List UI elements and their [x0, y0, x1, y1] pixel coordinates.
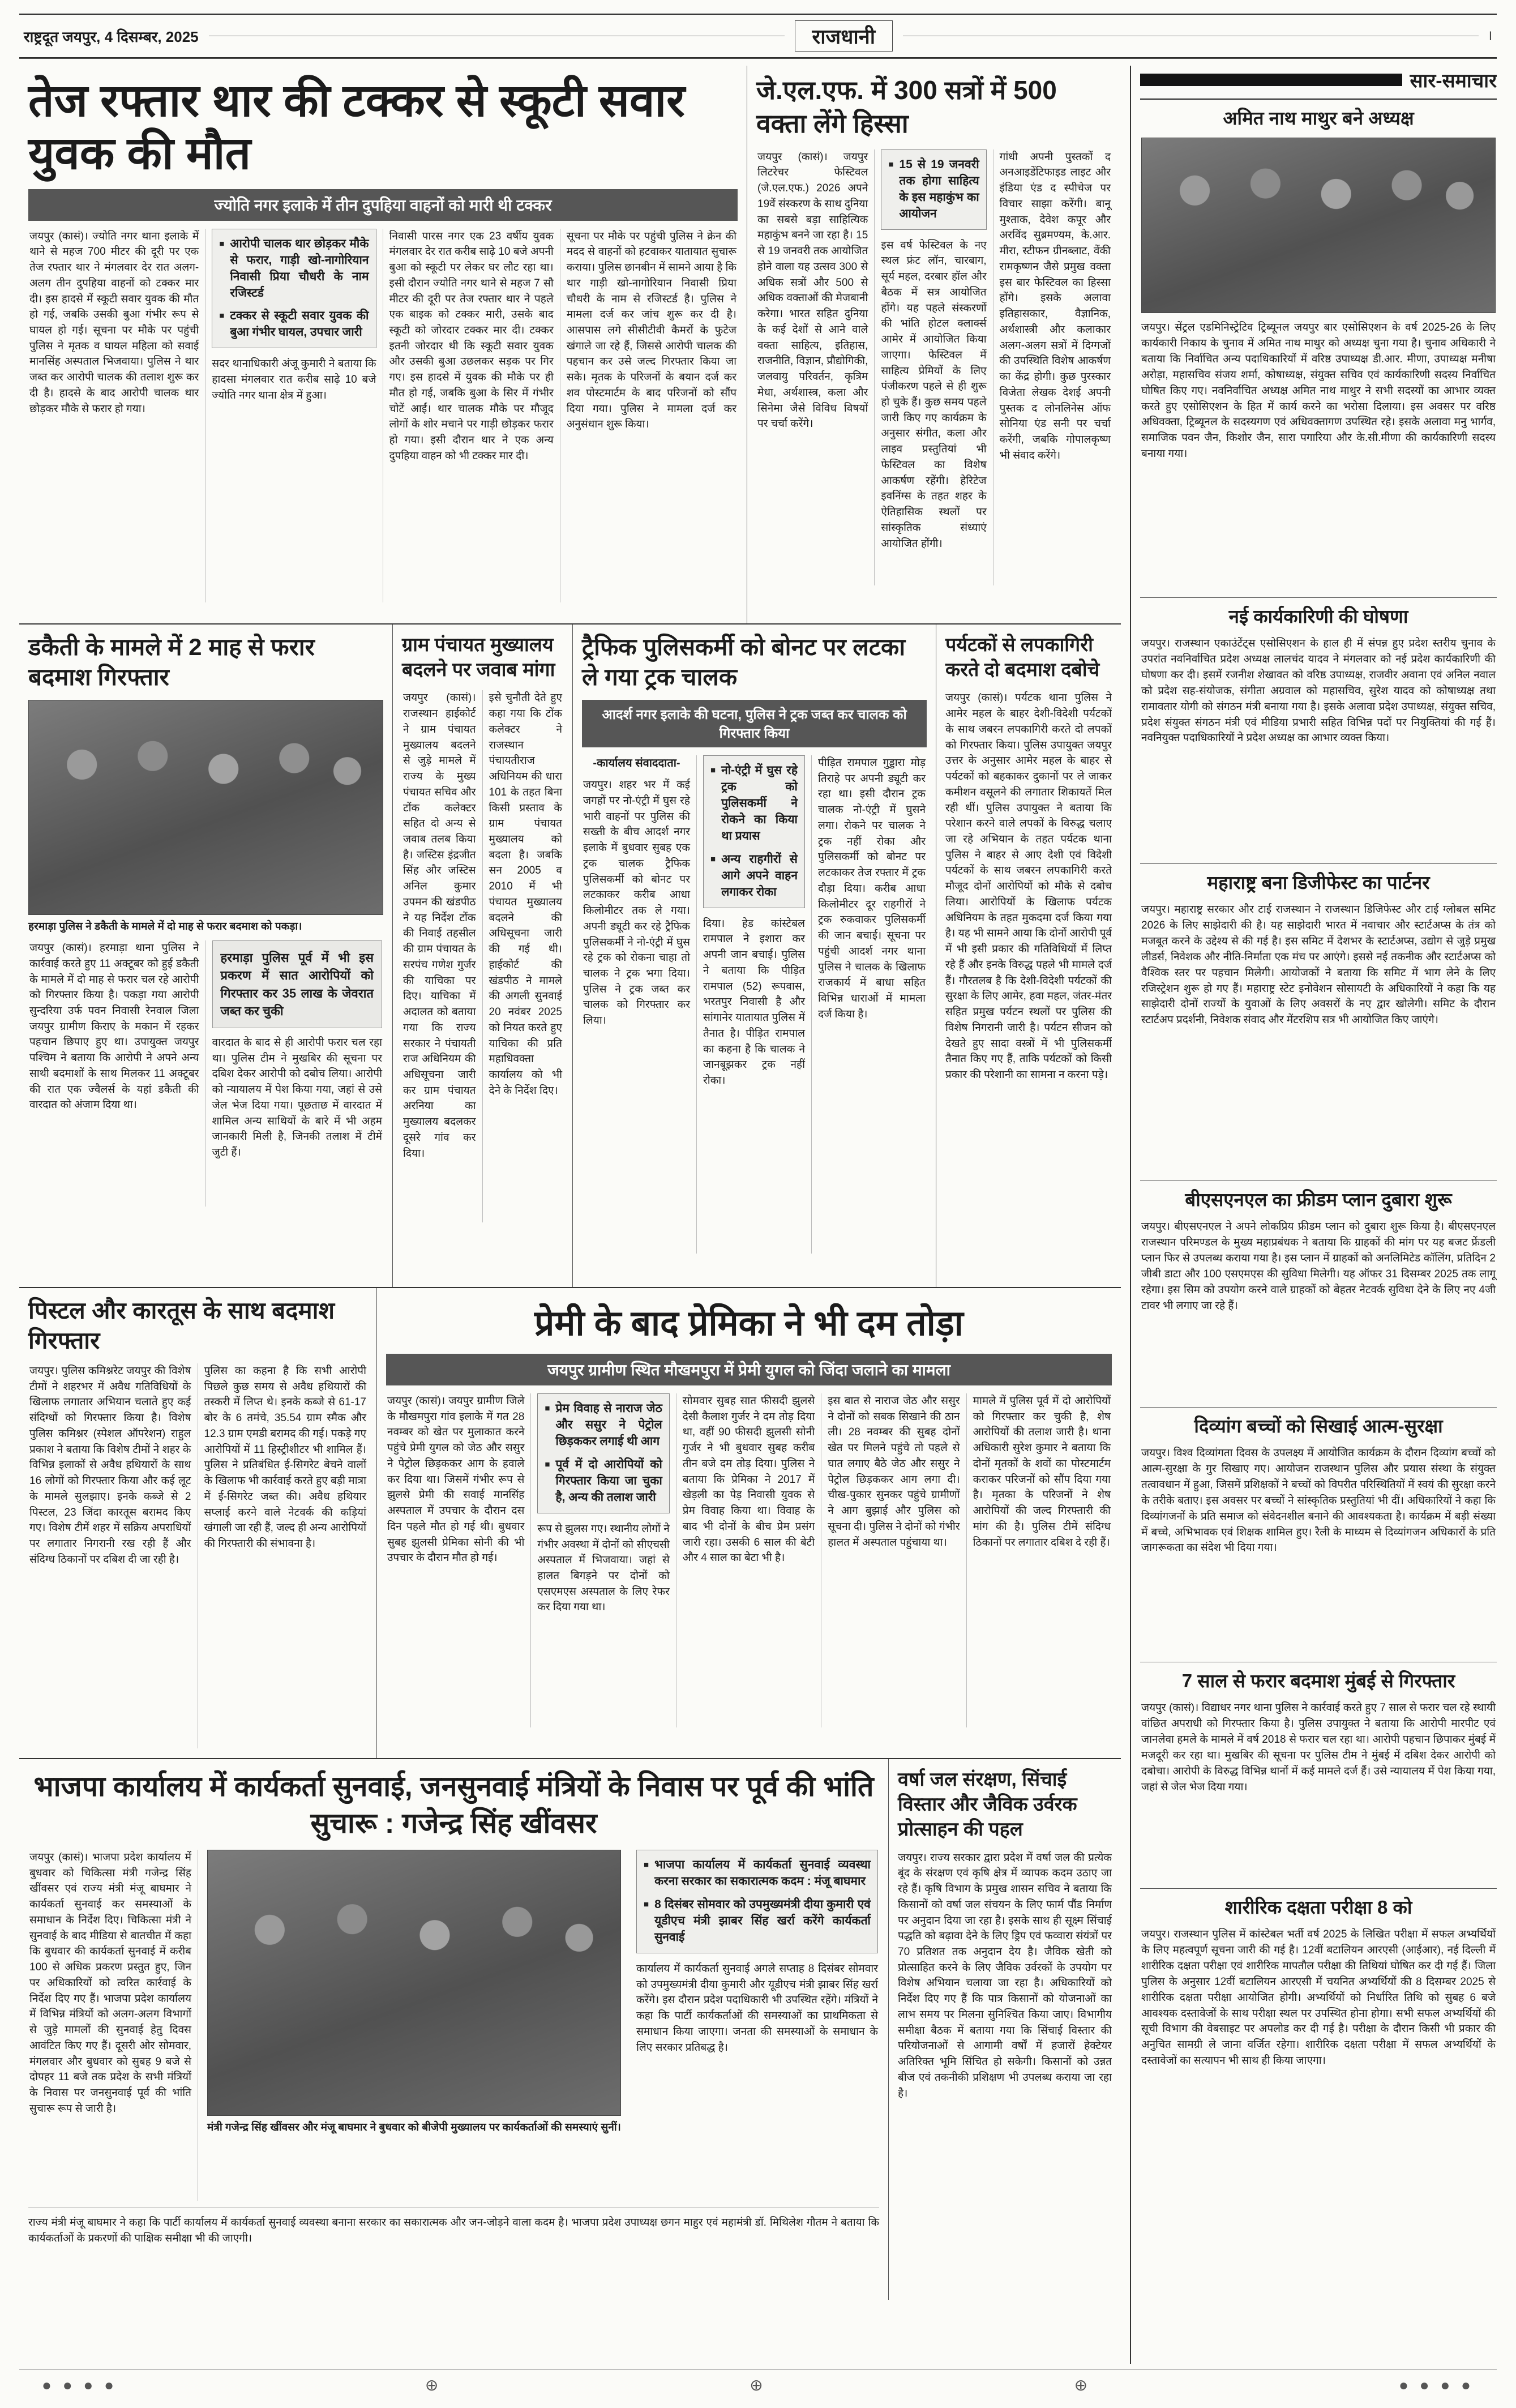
row-bottom — [19, 1759, 1121, 2300]
body-columns — [28, 1363, 367, 1748]
body-text: जयपुर। शहर भर में कई जगहों पर नो-एंट्री में घुस रहे भारी वाहनों पर पुलिस की सख्ती के बीच आदर्श नगर इलाके में बुधवार सुबह एक ट्रक चालक ट्रैफिक पुलिसकर्मी को बोनट पर लटकाकर करीब आधा किलोमीटर तक ले गया। अपनी ड्यूटी कर रहे ट्रैफिक पुलिसकर्मी ने नो-एंट्री में घुस रहे ट्रक को रोकना चाहा तो चालक ने ट्रक भगा दिया। पुलिस ने ट्रक जब्त कर चालक को गिरफ्तार कर लिया। — [583, 779, 690, 1027]
news-briefs-rail — [1130, 66, 1497, 2364]
bullet-square-icon: ■ — [644, 1899, 649, 1909]
body-column: सोमवार सुबह सात फीसदी झुलसे देसी कैलाश गुर्जर ने दम तोड़ दिया था, वहीं 90 फीसदी झुलसी सोनी गुर्जर ने भी बुधवार सुबह करीब तीन बजे दम तोड़ दिया। पुलिस ने बताया कि प्रेमिका ने 2017 में खेड़ली का पेड़ निवासी युवक से प्रेम विवाह किया था। विवाह के बाद भी दोनों के बीच प्रेम प्रसंग जारी रहा। उसकी 6 साल की बेटी और 4 साल का बेटा भी है। — [676, 1393, 821, 1727]
crop-mark-icon: ⊕ — [425, 2376, 442, 2394]
brief-bsnl-plan — [1140, 1181, 1497, 1408]
body-column: गांधी अपनी पुस्तकों द अनआइडेंटिफाइड लाइट और इंडिया एंड द स्पीचेज पर विचार साझा करेंगी। बानू मुश्ताक, देवेश कपूर और अरविंद सुब्रमण्यम, के.आर. मीरा, स्टीफन ग्रीनब्लाट, वेंकी रामकृष्णन जैसे प्रमुख वक्ता इस बार फेस्टिवल का हिस्सा होंगे। इसके अलावा इतिहासकार, वैज्ञानिक, अर्थशास्त्री और कलाकार अलग-अलग सत्रों में दिग्गजों की उपस्थिति विशेष आकर्षण का केंद्र होगी। कुछ पुरस्कार विजेता लेखक देशई अपनी पुस्तक द लोनलिनेस ऑफ सोनिया एंड सनी पर चर्चा करेंगी, जबकि गोपालकृष्ण भी संवाद करेंगे। — [999, 151, 1111, 461]
body-column — [531, 1393, 676, 1727]
headline: तेज रफ्तार थार की टक्कर से स्कूटी सवार युवक की मौत — [28, 75, 685, 178]
body-text-bottom: राज्य मंत्री मंजू बाघमार ने कहा कि पार्टी कार्यालय में कार्यकर्ता सुनवाई व्यवस्था बनाना सरकार का सकारात्मक और जन-जोड़ने वाला कदम है। भाजपा प्रदेश उपाध्यक्ष छगन माहुर एवं महामंत्री डॉ. मिथिलेश गौतम ने बताया कि कार्यकर्ताओं के प्रकरणों की पाक्षिक समीक्षा भी की जाएगी। — [28, 2208, 879, 2246]
body-columns — [402, 690, 563, 1222]
photo-bjp-meeting — [207, 1850, 621, 2116]
headline: वर्षा जल संरक्षण, सिंचाई विस्तार और जैविक उर्वरक प्रोत्साहन की पहल — [898, 1769, 1077, 1841]
body-text: जयपुर। विश्व दिव्यांगता दिवस के उपलक्ष्य में आयोजित कार्यक्रम के दौरान दिव्यांग बच्चों को आत्म-सुरक्षा के गुर सिखाए गए। आयोजन राजस्थान पुलिस और प्रयास संस्था के संयुक्त तत्वावधान में हुआ, जिसमें प्रशिक्षकों ने बच्चों को विपरीत परिस्थितियों में स्वयं की सुरक्षा करने के तरीके बताए। इस अवसर पर बच्चों ने सांस्कृतिक प्रस्तुतियां भी दीं। अधिकारियों ने कहा कि दिव्यांगजनों के प्रति समाज को संवेदनशील बनाने की आवश्यकता है। कार्यक्रम में बड़ी संख्या में बच्चे, अभिभावक एवं शिक्षक शामिल हुए। रैली के माध्यम से दिव्यांगजन अधिकारों के प्रति जागरूकता का संदेश भी दिया गया। — [1141, 1447, 1496, 1554]
headline: शारीरिक दक्षता परीक्षा 8 को — [1224, 1897, 1412, 1918]
edition-date: राष्ट्रदूत जयपुर, 4 दिसम्बर, 2025 — [24, 28, 199, 45]
body-column: जयपुर (कासं)। भाजपा प्रदेश कार्यालय में बुधवार को चिकित्सा मंत्री गजेन्द्र सिंह खींवसर एवं राज्य मंत्री मंजू बाघमार ने कार्यकर्ता सुनवाई कर समस्याओं के समाधान के निर्देश दिए। चिकित्सा मंत्री ने सुनवाई के बाद मीडिया से बातचीत में कहा कि बुधवार की कार्यकर्ता सुनवाई में करीब 100 से अधिक प्रकरण प्रस्तुत हुए, जिन पर अधिकारियों को त्वरित कार्रवाई के निर्देश दिए गए हैं। भाजपा प्रदेश कार्यालय में विभिन्न मंत्रियों को अलग-अलग विभागों से जुड़े मामलों की सुनवाई हेतु दिवस आवंटित किए गए हैं। दूसरी ओर सोमवार, मंगलवार और बुधवार को सुबह 9 बजे से दोपहर 11 बजे तक प्रदेश के सभी मंत्रियों के निवास पर जनसुनवाई पूर्व की भांति सुचारू रूप से जारी है। — [28, 1850, 198, 2201]
body-column: पीड़ित रामपाल गुड्डारा मोड़ तिराहे पर अपनी ड्यूटी कर रहा था। इसी दौरान ट्रक चालक नो-एंट्री में घुसने लगा। रोकने पर चालक ने ट्रक नहीं रोका और पुलिसकर्मी को बोनट पर लटकाकर तेज रफ्तार में ट्रक दौड़ा दिया। करीब आधा किलोमीटर दूर राहगीरों ने ट्रक रुकवाकर पुलिसकर्मी की जान बचाई। सूचना पर पहुंची आदर्श नगर थाना पुलिस ने चालक के खिलाफ राजकार्य में बाधा सहित विभिन्न धाराओं में मामला दर्ज किया है। — [818, 757, 926, 1020]
body-text: सदर थानाधिकारी अंजू कुमारी ने बताया कि हादसा मंगलवार रात करीब साढ़े 10 बजे ज्योति नगर थाना क्षेत्र में हुआ। — [212, 358, 376, 401]
crop-mark-icon: ⊕ — [1074, 2376, 1091, 2394]
body-column: सूचना पर मौके पर पहुंची पुलिस ने क्रेन की मदद से वाहनों को हटवाकर यातायात सुचारू कराया। पुलिस छानबीन में सामने आया है कि थार गाड़ी खो-नागोरियान निवासी प्रिया चौधरी के नाम से रजिस्टर्ड है। पुलिस ने मामला दर्ज कर जांच शुरू कर दी है। आसपास लगे सीसीटीवी कैमरों के फुटेज खंगाले जा रहे हैं, जिससे आरोपी चालक की पहचान कर उसे जल्द गिरफ्तार किया जा सके। मृतक के परिजनों के बयान दर्ज कर शव पोस्टमार्टम के बाद परिजनों को सौंप दिया गया। पुलिस ने मामला दर्ज कर अनुसंधान शुरू किया। — [566, 230, 736, 431]
body-columns — [386, 1393, 1112, 1727]
crop-mark-icon: ⊕ — [750, 2376, 766, 2394]
bullet-item — [545, 1401, 662, 1450]
brief-physical-test — [1140, 1889, 1497, 2364]
headline: प्रेमी के बाद प्रेमिका ने भी दम तोड़ा — [534, 1304, 963, 1343]
bullet-text: नो-एंट्री में घुस रहे ट्रक को पुलिसकर्मी ने रोकने का किया था प्रयास — [721, 764, 798, 842]
bullet-panel — [703, 755, 805, 908]
bullet-panel — [881, 149, 986, 230]
headline: अमित नाथ माथुर बने अध्यक्ष — [1223, 108, 1414, 129]
bullet-text: पूर्व में दो आरोपियों को गिरफ्तार किया जा चुका है, अन्य की तलाश जारी — [555, 1457, 662, 1504]
body-text: जयपुर। सेंट्रल एडमिनिस्ट्रेटिव ट्रिब्यूनल जयपुर बार एसोसिएशन के वर्ष 2025-26 के लिए कार्यकारी निकाय के चुनाव में अमित नाथ माथुर को अध्यक्ष चुना गया है। चुनाव अधिकारी ने बताया कि निर्वाचित अन्य पदाधिकारियों में वरिष्ठ उपाध्यक्ष डी.आर. मीणा, उपाध्यक्ष मनीषा अरोड़ा, महासचिव संजय शर्मा, कोषाध्यक्ष, संयुक्त सचिव एवं कार्यकारिणी सदस्य निर्वाचित घोषित किए गए। नवनिर्वाचित अध्यक्ष अमित नाथ माथुर ने सभी सदस्यों का आभार व्यक्त करते हुए एसोसिएशन के हित में कार्य करने का भरोसा दिलाया। इस अवसर पर वरिष्ठ अधिवक्ता, ट्रिब्यूनल के सदस्यगण एवं अधिवक्तागण उपस्थित रहे। इसके अलावा मनु भार्गव, समाजिक पवन जैन, किशोर जैन, सारा पगारिया और के.सी.मीणा की कार्यकारिणी सदस्य बनाया गया। — [1141, 321, 1496, 460]
body-columns — [582, 755, 927, 1254]
brief-digifest-partner — [1140, 864, 1497, 1181]
bullet-text: टक्कर से स्कूटी सवार युवक की बुआ गंभीर घायल, उपचार जारी — [230, 309, 369, 339]
photo-dacoity-accused — [28, 700, 383, 915]
article-water-conservation — [889, 1759, 1121, 2300]
body-column: इसे चुनौती देते हुए कहा गया कि टोंक कलेक्टर ने राजस्थान पंचायतीराज अधिनियम की धारा 101 के तहत बिना किसी प्रस्ताव के ग्राम पंचायत मुख्यालय को बदला है। जबकि सन 2005 व 2010 में भी पंचायत मुख्यालय बदलने की अधिसूचना जारी की गई थी। हाईकोर्ट की खंडपीठ ने मामले की अगली सुनवाई 20 नवंबर 2025 को नियत करते हुए याचिका की प्रति महाधिवक्ता कार्यालय को भी देने के निर्देश दिए। — [489, 692, 562, 1097]
body-text: जयपुर। राजस्थान पुलिस में कांस्टेबल भर्ती वर्ष 2025 के लिखित परीक्षा में सफल अभ्यर्थियों के लिए महत्वपूर्ण सूचना जारी की गई है। 12वीं बटालियन आरएसी (आईआर), नई दिल्ली में शारीरिक दक्षता परीक्षा एवं शारीरिक मापतौल परीक्षा की तिथियां घोषित कर दी गई हैं। जिला पुलिस के अनुसार 12वीं बटालियन आरएसी में चयनित अभ्यर्थियों की 8 दिसम्बर 2025 से शारीरिक दक्षता परीक्षा आयोजित होगी। अभ्यर्थियों को निर्धारित तिथि को सुबह 6 बजे आवश्यक दस्तावेजों के साथ परीक्षा स्थल पर उपस्थित होना होगा। सभी सफल अभ्यर्थियों की सूची विभाग की वेबसाइट पर अपलोड कर दी गई है। परीक्षा के दौरान किसी भी प्रकार की अनुचित सामग्री ले जाना वर्जित रहेगा। शारीरिक दक्षता परीक्षा में सफल अभ्यर्थियों के दस्तावेजों का सत्यापन भी साथ ही किया जाएगा। — [1141, 1928, 1496, 2067]
bullet-item — [888, 157, 979, 223]
bullet-text: भाजपा कार्यालय में कार्यकर्ता सुनवाई व्यवस्था करना सरकार का सकारात्मक कदम : मंजू बाघमार — [654, 1858, 871, 1888]
bullet-item — [644, 1857, 871, 1890]
photo-group — [1141, 138, 1496, 313]
bullet-text: आरोपी चालक थार छोड़कर मौके से फरार, गाड़ी खो-नागोरियान निवासी प्रिया चौधरी के नाम रजिस्टर्ड — [230, 237, 369, 300]
article-gram-panchayat — [393, 625, 573, 1287]
bullet-text: अन्य राहगीरों से आगे अपने वाहन लगाकर रोका — [721, 852, 798, 899]
headline: 7 साल से फरार बदमाश मुंबई से गिरफ्तार — [1181, 1670, 1455, 1691]
section-bar — [1140, 74, 1402, 86]
body-text: जयपुर (कासं)। पर्यटक थाना पुलिस ने आमेर महल के बाहर देशी-विदेशी पर्यटकों के साथ जबरन लपकागिरी करते दो लपकों को गिरफ्तार किया। पुलिस उपायुक्त जयपुर उत्तर के अनुसार आमेर महल के बाहर से पर्यटकों को बहकाकर दुकानों पर ले जाकर कमीशन वसूलने की लगातार शिकायतें मिल रही थीं। पुलिस उपायुक्त ने बताया कि परेशान करने वाले लपकों के विरुद्ध चलाए जा रहे अभियान के तहत पर्यटक थाना पुलिस ने बाहर से आए देशी एवं विदेशी पर्यटकों के साथ जबरन लपकागिरी करते मौजूद दोनों आरोपियों को मौके से दबोच लिया। आरोपियों के खिलाफ पर्यटक अधिनियम के तहत मुकदमा दर्ज किया गया है। यह भी सामने आया कि दोनों आरोपी पूर्व में भी इसी प्रकार की गतिविधियों में लिप्त रहे हैं और इनके विरुद्ध पहले भी मामले दर्ज हैं। गौरतलब है कि देशी-विदेशी पर्यटकों की सुरक्षा के लिए आमेर, हवा महल, जंतर-मंतर सहित प्रमुख पर्यटन स्थलों पर पुलिस की विशेष निगरानी जारी है। पर्यटन सीजन को देखते हुए सादा वस्त्रों में भी पुलिसकर्मी तैनात किए गए हैं, ताकि पर्यटकों को किसी प्रकार की परेशानी का सामना न करना पड़े। — [945, 692, 1112, 1081]
photo-block — [207, 1850, 621, 2201]
bullet-text: प्रेम विवाह से नाराज जेठ और ससुर ने पेट्रोल छिड़ककर लगाई थी आग — [555, 1402, 662, 1448]
body-columns — [28, 940, 383, 1207]
body-column: निवासी पारस नगर एक 23 वर्षीय युवक मंगलवार देर रात करीब साढ़े 10 बजे अपनी बुआ को स्कूटी पर लेकर घर लौट रहा था। इसी दौरान ज्योति नगर थाने से महज 7 सौ मीटर की दूरी पर तेज रफ्तार थार ने पहले एक बाइक को टक्कर मारी, उसके बाद स्कूटी को जोरदार टक्कर मार दी। टक्कर इतनी जोरदार थी कि स्कूटी सवार युवक और उसकी बुआ उछलकर सड़क पर गिर गए। इस हादसे में युवक की मौके पर ही मौत हो गई, जबकि बुआ के सिर में गंभीर चोटें आईं। थार चालक मौके पर मौजूद लोगों के शोर मचाने पर गाड़ी छोड़कर फरार हो गया। इसी दौरान थार ने एक अन्य दुपहिया वाहन को भी टक्कर मार दी। — [383, 229, 560, 602]
body-column: जयपुर (कासं)। राजस्थान हाईकोर्ट ने ग्राम पंचायत मुख्यालय बदलने से जुड़े मामले में राज्य के मुख्य पंचायत सचिव और टोंक कलेक्टर सहित दो अन्य से जवाब तलब किया है। जस्टिस इंद्रजीत सिंह और जस्टिस अनिल कुमार उपमन की खंडपीठ ने यह निर्देश टोंक की निवाई तहसील की ग्राम पंचायत के सरपंच गणेश गुर्जर की याचिका पर दिए। याचिका में अदालत को बताया गया कि राज्य सरकार ने पंचायती राज अधिनियम की अधिसूचना जारी कर ग्राम पंचायत अरनिया का मुख्यालय बदलकर दूसरे गांव कर दिया। — [402, 690, 483, 1222]
body-column: पुलिस का कहना है कि सभी आरोपी पिछले कुछ समय से अवैध हथियारों की तस्करी में लिप्त थे। इनके कब्जे से 61-17 बोर के 6 तमंचे, 35.54 ग्राम स्मैक और 12.3 ग्राम एमडी बरामद की गई। पकड़े गए आरोपियों में 11 हिस्ट्रीशीटर भी शामिल हैं। पुलिस ने प्रतिबंधित ई-सिगरेट बेचने वालों के खिलाफ भी कार्रवाई करते हुए बड़ी मात्रा में ई-सिगरेट जब्त की। अवैध हथियार सप्लाई करने वाले नेटवर्क की कड़ियां खंगाली जा रही हैं, जल्द ही अन्य आरोपियों की गिरफ्तारी की संभावना है। — [204, 1365, 366, 1550]
body-column: जयपुर (कासं)। हरमाड़ा थाना पुलिस ने कार्रवाई करते हुए 11 अक्टूबर को हुई डकैती के मामले में दो माह से फरार चल रहे आरोपी को गिरफ्तार किया है। पकड़ा गया आरोपी सुन्दरिया उर्फ पवन निवासी रेनवाल जिला जयपुर ग्रामीण किराए के मकान में रहकर पहचान छिपाए हुए था। उपायुक्त जयपुर पश्चिम ने बताया कि आरोपी ने अपने अन्य साथी बदमाशों के साथ मिलकर 11 अक्टूबर की रात एक ज्वैलर्स के यहां डकैती की वारदात को अंजाम दिया था। — [28, 940, 206, 1207]
article-pistol-arrest — [19, 1288, 377, 1758]
body-column — [875, 149, 993, 585]
bullet-square-icon: ■ — [219, 311, 225, 321]
highlight-box: हरमाड़ा पुलिस पूर्व में भी इस प्रकरण में सात आरोपियों को गिरफ्तार कर 35 लाख के जेवरात जब्त कर चुकी — [212, 940, 383, 1028]
body-column — [206, 940, 384, 1207]
body-column — [582, 755, 697, 1254]
body-text: दिया। हेड कांस्टेबल रामपाल ने इशारा कर अपनी जान बचाई। पुलिस ने बताया कि पीड़ित रामपाल (52) रूपवास, भरतपुर निवासी है और सांगानेर यातायात पुलिस में तैनात है। पीड़ित रामपाल का कहना है कि चालक ने जानबूझकर ट्रक नहीं रोका। — [703, 917, 805, 1087]
body-column: जयपुर (कासं)। जयपुर ग्रामीण जिले के मौखमपुरा गांव इलाके में गत 28 नवम्बर को खेत पर मुलाकात करने पहुंचे प्रेमी युगल को जेठ और ससुर ने पेट्रोल छिड़ककर आग के हवाले कर दिया था। जिसमें गंभीर रूप से झुलसे प्रेमी की सवाई मानसिंह अस्पताल में उपचार के दौरान दस दिन पहले मौत हो गई थी। बुधवार सुबह झुलसी प्रेमिका सोनी की भी उपचार के दौरान मौत हो गई। — [386, 1393, 531, 1727]
brief-mumbai-arrest — [1140, 1662, 1497, 1889]
bullet-panel — [537, 1393, 669, 1513]
page-marker: I — [1488, 28, 1493, 43]
photo-caption: हरमाड़ा पुलिस ने डकैती के मामले में दो माह से फरार बदमाश को पकड़ा। — [28, 921, 302, 933]
body-columns — [28, 229, 738, 602]
body-text: इस वर्ष फेस्टिवल के नए स्थल फ्रंट लॉन, चारबाग, सूर्य महल, दरबार हॉल और बैठक में सत्र आयोजित होंगे। यह पहले संस्करणों की भांति होटल क्लार्क्स आमेर में आयोजित किया जाएगा। फेस्टिवल में साहित्य प्रेमियों के लिए पंजीकरण पहले से ही शुरू हो चुके हैं। कुछ समय पहले जारी किए गए कार्यक्रम के अनुसार संगीत, कला और लाइव प्रस्तुतियां भी फेस्टिवल का विशेष आकर्षण रहेंगी। हेरिटेज इवनिंग्स के तहत शहर के ऐतिहासिक स्थलों पर सांस्कृतिक संध्याएं आयोजित होंगी। — [881, 239, 987, 550]
row-third — [19, 1288, 1121, 1759]
byline: -कार्यालय संवाददाता- — [593, 757, 680, 769]
body-columns — [756, 149, 1112, 585]
row-second — [19, 625, 1121, 1288]
masthead — [19, 14, 1497, 59]
subhead-bar: जयपुर ग्रामीण स्थित मौखमपुरा में प्रेमी युगल को जिंदा जलाने का मामला — [386, 1354, 1112, 1385]
bullet-panel — [636, 1850, 878, 1953]
body-column: जयपुर (कासं)। ज्योति नगर थाना इलाके में थाने से महज 700 मीटर की दूरी पर एक तेज रफ्तार थार ने मंगलवार देर रात अलग-अलग तीन दुपहिया वाहनों को टक्कर मार दी। इस हादसे में स्कूटी सवार युवक की मौत हो गई, जबकि उसकी बुआ गंभीर रूप से घायल हो गई। सूचना पर मौके पर पहुंची पुलिस ने मृतक व घायल महिला को सवाई मानसिंह अस्पताल भिजवाया। पुलिस ने थार जब्त कर आरोपी चालक की तलाश शुरू कर दी है। हादसे के बाद आरोपी चालक थार छोड़कर मौके से फरार हो गया। — [28, 229, 205, 602]
body-column — [697, 755, 812, 1254]
brief-divyang-training — [1140, 1408, 1497, 1662]
rail-section-header — [1140, 66, 1497, 100]
bullet-square-icon: ■ — [888, 159, 894, 169]
subhead-bar: ज्योति नगर इलाके में तीन दुपहिया वाहनों को मारी थी टक्कर — [28, 189, 738, 221]
bullet-square-icon: ■ — [710, 854, 716, 864]
body-column: मामले में पुलिस पूर्व में दो आरोपियों को गिरफ्तार कर चुकी है, शेष आरोपियों की तलाश जारी है। थाना अधिकारी सुरेश कुमार ने बताया कि दोनों मृतकों के शवों का पोस्टमार्टम कराकर परिजनों को सौंप दिया गया है। मृतका के परिजनों ने शेष आरोपियों की जल्द गिरफ्तारी की मांग की है। पुलिस टीमें संदिग्ध ठिकानों पर लगातार दबिश दे रही हैं। — [973, 1395, 1111, 1549]
headline: भाजपा कार्यालय में कार्यकर्ता सुनवाई, जनसुनवाई मंत्रियों के निवास पर पूर्व की भांति सुचारू : गजेन्द्र सिंह खींवसर — [33, 1770, 874, 1839]
subhead-bar: आदर्श नगर इलाके की घटना, पुलिस ने ट्रक जब्त कर चालक को गिरफ्तार किया — [582, 700, 927, 747]
headline: ट्रैफिक पुलिसकर्मी को बोनट पर लटका ले गया ट्रक चालक — [582, 634, 906, 690]
brief-new-committee — [1140, 598, 1497, 864]
article-lovers-death — [377, 1288, 1121, 1758]
headline: महाराष्ट्र बना डिजीफेस्ट का पार्टनर — [1207, 872, 1430, 893]
body-text: वारदात के बाद से ही आरोपी फरार चल रहा था। पुलिस टीम ने मुखबिर की सूचना पर दबिश देकर आरोपी को दबोच लिया। आरोपी को न्यायालय में पेश किया गया, जहां से उसे जेल भेज दिया गया। पूछताछ में वारदात में शामिल अन्य साथियों के बारे में भी अहम जानकारी मिली है, जिनकी तलाश में टीमें जुटी हैं। — [212, 1037, 382, 1159]
bullet-item — [644, 1897, 871, 1946]
registration-dots-icon: ● ● ● ● — [1398, 2376, 1474, 2394]
section-title: सार-समाचार — [1410, 70, 1497, 92]
page-body — [19, 66, 1497, 2364]
body-column — [630, 1850, 879, 2201]
body-column: जयपुर। पुलिस कमिश्नरेट जयपुर की विशेष टीमों ने शहरभर में अवैध गतिविधियों के खिलाफ लगातार अभियान चलाते हुए कई संदिग्धों को गिरफ्तार किया है। विशेष पुलिस कमिश्नर (स्पेशल ऑपरेशन) राहुल प्रकाश ने बताया कि विशेष टीमों ने शहर के विभिन्न इलाकों से अवैध हथियारों के साथ 16 लोगों को गिरफ्तार किया और कई लूट के मामले सुलझाए। इनके कब्जे से 2 पिस्टल, 23 जिंदा कारतूस बरामद किए गए। विशेष टीमें शहर में सक्रिय अपराधियों पर लगातार निगरानी रख रही हैं और संदिग्ध ठिकानों पर दबिश दी जा रही है। — [28, 1363, 198, 1748]
bullet-square-icon: ■ — [219, 238, 225, 249]
article-bjp-hearing — [19, 1759, 889, 2300]
headline: ग्राम पंचायत मुख्यालय बदलने पर जवाब मांगा — [402, 634, 555, 681]
body-text: जयपुर। महाराष्ट्र सरकार और टाई राजस्थान ने राजस्थान डिजिफेस्ट और टाई ग्लोबल समिट 2026 के लिए साझेदारी की है। यह साझेदारी भारत में नवाचार और स्टार्टअप्स के तंत्र को मजबूत करने के उद्देश्य से की गई है। इस समिट में देशभर के स्टार्टअप्स, उद्योग से जुड़े प्रमुख लीडर्स, निवेशक और नीति-निर्माता एक मंच पर आएंगे। इससे नई तकनीक और स्टार्टअप्स को वैश्विक स्तर पर पहचान मिलेगी। आयोजकों ने बताया कि समिट में भाग लेने के लिए रजिस्ट्रेशन शुरू हो गए हैं। महाराष्ट्र स्टेट इनोवेशन सोसायटी के अधिकारियों ने कहा कि यह साझेदारी दोनों राज्यों के युवाओं के लिए अवसरों के नए द्वार खोलेगी। समिट के दौरान स्टार्टअप प्रदर्शनी, निवेशक संवाद और मेंटरशिप सत्र भी आयोजित किए जाएंगे। — [1141, 903, 1496, 1026]
article-dacoity-arrest — [19, 625, 393, 1287]
body-column: इस बात से नाराज जेठ और ससुर ने दोनों को सबक सिखाने की ठान ली। 28 नवम्बर की सुबह दोनों खेत पर मिलने पहुंचे तो पहले से घात लगाए बैठे जेठ और ससुर ने पेट्रोल छिड़ककर आग लगा दी। चीख-पुकार सुनकर पहुंचे ग्रामीणों ने आग बुझाई और पुलिस को सूचना दी। पुलिस ने दोनों को गंभीर हालत में अस्पताल पहुंचाया था। — [821, 1393, 966, 1727]
headline: डकैती के मामले में 2 माह से फरार बदमाश गिरफ्तार — [28, 634, 315, 690]
bullet-item — [219, 308, 369, 341]
bullet-square-icon: ■ — [545, 1404, 550, 1413]
body-text: जयपुर। राज्य सरकार द्वारा प्रदेश में वर्षा जल की प्रत्येक बूंद के संरक्षण एवं कृषि क्षेत्र में व्यापक कदम उठाए जा रहे हैं। कृषि विभाग के प्रमुख शासन सचिव ने बताया कि किसानों को वर्षा जल संचयन के लिए फार्म पौंड निर्माण पर अनुदान दिया जा रहा है। इसके साथ ही सूक्ष्म सिंचाई पद्धति को बढ़ावा देने के लिए ड्रिप एवं फव्वारा संयंत्रों पर 70 प्रतिशत तक अनुदान देय है। जैविक खेती को प्रोत्साहित करने के लिए जैविक उर्वरकों के उपयोग पर विशेष अभियान चलाया जा रहा है। अधिकारियों को निर्देश दिए गए हैं कि पात्र किसानों को योजनाओं का लाभ समय पर मिलना सुनिश्चित किया जाए। विभागीय समीक्षा बैठक में बताया गया कि सिंचाई विस्तार की परियोजनाओं से आगामी वर्षों में हजारों हेक्टेयर अतिरिक्त भूमि सिंचित हो सकेगी। किसानों को उन्नत बीज एवं तकनीकी प्रशिक्षण भी उपलब्ध कराया जा रहा है। — [898, 1851, 1112, 2099]
article-tourist-touts — [936, 625, 1121, 1287]
headline: नई कार्यकारिणी की घोषणा — [1228, 606, 1408, 627]
bullet-text: 15 से 19 जनवरी तक होगा साहित्य के इस महाकुंभ का आयोजन — [899, 157, 979, 220]
headline: दिव्यांग बच्चों को सिखाई आत्म-सुरक्षा — [1194, 1415, 1443, 1436]
body-column — [205, 229, 383, 602]
bullet-text: 8 दिसंबर सोमवार को उपमुख्यमंत्री दीया कुमारी एवं यूडीएच मंत्री झाबर सिंह खर्रा करेंगे कार्यकर्ता सुनवाई — [654, 1897, 871, 1944]
print-marks-row — [19, 2369, 1497, 2394]
headline: पर्यटकों से लपकागिरी करते दो बदमाश दबोचे — [945, 634, 1100, 681]
bullet-item — [710, 763, 798, 845]
article-traffic-constable — [573, 625, 936, 1287]
brief-amit-mathur — [1140, 100, 1497, 598]
headline: पिस्टल और कारतूस के साथ बदमाश गिरफ्तार — [28, 1297, 335, 1354]
main-content — [19, 66, 1121, 2364]
body-text: जयपुर। राजस्थान एकाउंटेंट्स एसोसिएशन के हाल ही में संपन्न हुए प्रदेश स्तरीय चुनाव के उपरांत नवनिर्वाचित प्रदेश अध्यक्ष लालचंद यादव ने मंगलवार को नई प्रदेश कार्यकारिणी की घोषणा कर दी। इसमें रजनीश शेखावत को वरिष्ठ उपाध्यक्ष, राजवीर अवाना एवं अनिल नवाल को प्रदेश सह-संयोजक, संगीता अग्रवाल को महासचिव, सुरेश यादव को कोषाध्यक्ष तथा रामावतार योगी को संगठन मंत्री बनाया गया है। इसके अलावा प्रदेश उपाध्यक्ष, संयुक्त सचिव, प्रदेश संयुक्त संगठन मंत्री एवं मीडिया प्रभारी सहित विभिन्न पदों पर नियुक्तियां की गई हैं। नवनियुक्त पदाधिकारियों ने प्रदेश अध्यक्ष का आभार व्यक्त किया। — [1141, 637, 1496, 745]
bullet-item — [219, 236, 369, 302]
bullet-square-icon: ■ — [545, 1459, 550, 1469]
bullet-item — [545, 1457, 662, 1506]
page-title: राजधानी — [795, 20, 893, 52]
body-text: जयपुर (कासं)। विद्याधर नगर थाना पुलिस ने कार्रवाई करते हुए 7 साल से फरार चल रहे स्थायी वांछित अपराधी को गिरफ्तार किया है। पुलिस उपायुक्त ने बताया कि आरोपी मारपीट एवं जानलेवा हमले के मामले में वर्ष 2018 से फरार चल रहा था। आरोपी पहचान छिपाकर मुंबई में मजदूरी कर रहा था। मुखबिर की सूचना पर पुलिस टीम ने मुंबई में दबिश देकर आरोपी को दबोचा। आरोपी के विरुद्ध विभिन्न थानों में कई मामले दर्ज हैं। उसे न्यायालय में पेश किया गया, जहां से जेल भेज दिया गया। — [1141, 1701, 1496, 1793]
row-top — [19, 66, 1121, 625]
article-jlf — [747, 66, 1121, 623]
bullet-panel — [212, 229, 376, 349]
bullet-square-icon: ■ — [710, 765, 716, 775]
body-column: जयपुर (कासं)। जयपुर लिटरेचर फेस्टिवल (जे.एल.एफ.) 2026 अपने 19वें संस्करण के साथ दुनिया का सबसे बड़ा साहित्यिक महाकुंभ बनने जा रहा है। 15 से 19 जनवरी तक आयोजित होने वाला यह उत्सव 300 से अधिक सत्रों और 500 से अधिक वक्ताओं की मेजबानी करेगा। भारत सहित दुनिया के कई देशों से आने वाले वक्ता साहित्य, इतिहास, राजनीति, विज्ञान, प्रौद्योगिकी, जलवायु परिवर्तन, कृत्रिम मेधा, अर्थशास्त्र, कला और सिनेमा जैसे विविध विषयों पर चर्चा करेंगे। — [756, 149, 875, 585]
body-text: रूप से झुलस गए। स्थानीय लोगों ने गंभीर अवस्था में दोनों को सीएचसी अस्पताल में भिजवाया। जहां से हालत बिगड़ने पर दोनों को एसएमएस अस्पताल के लिए रेफर कर दिया गया था। — [537, 1522, 670, 1614]
bullet-item — [710, 852, 798, 901]
registration-dots-icon: ● ● ● ● — [42, 2376, 117, 2394]
body-text: जयपुर। बीएसएनएल ने अपने लोकप्रिय फ्रीडम प्लान को दुबारा शुरू किया है। बीएसएनएल राजस्थान परिमण्डल के मुख्य महाप्रबंधक ने बताया कि ग्राहकों की मांग पर यह बजट फ्रेंडली प्लान फिर से उपलब्ध कराया गया है। इस प्लान में ग्राहकों को अनलिमिटेड कॉलिंग, प्रतिदिन 2 जीबी डाटा और 100 एसएमएस की सुविधा मिलेगी। यह ऑफर 31 दिसम्बर 2025 तक लागू रहेगा। इस सिम को उपयोग करने वाले ग्राहकों को बेहतर नेटवर्क सुविधा देने के लिए नए 4जी टावर भी लगाए जा रहे हैं। — [1141, 1220, 1496, 1312]
bullet-square-icon: ■ — [644, 1860, 649, 1870]
headline: जे.एल.एफ. में 300 सत्रों में 500 वक्ता लेंगे हिस्सा — [756, 75, 1057, 138]
body-text: कार्यालय में कार्यकर्ता सुनवाई अगले सप्ताह 8 दिसंबर सोमवार को उपमुख्यमंत्री दीया कुमारी और यूडीएच मंत्री झाबर सिंह खर्रा करेंगे। इस दौरान प्रदेश पदाधिकारी भी उपस्थित रहेंगे। मंत्रियों ने कहा कि पार्टी कार्यकर्ताओं की समस्याओं का प्राथमिकता से समाधान किया जाएगा। जनता की समस्याओं के समाधान के लिए सरकार प्रतिबद्ध है। — [636, 1962, 878, 2054]
headline: बीएसएनएल का फ्रीडम प्लान दुबारा शुरू — [1185, 1189, 1452, 1210]
photo-caption: मंत्री गजेन्द्र सिंह खींवसर और मंजू बाघमार ने बुधवार को बीजेपी मुख्यालय पर कार्यकर्ताओं की समस्याएं सुनीं। — [207, 2122, 621, 2133]
body-columns — [28, 1850, 879, 2201]
article-thar-accident — [19, 66, 747, 623]
